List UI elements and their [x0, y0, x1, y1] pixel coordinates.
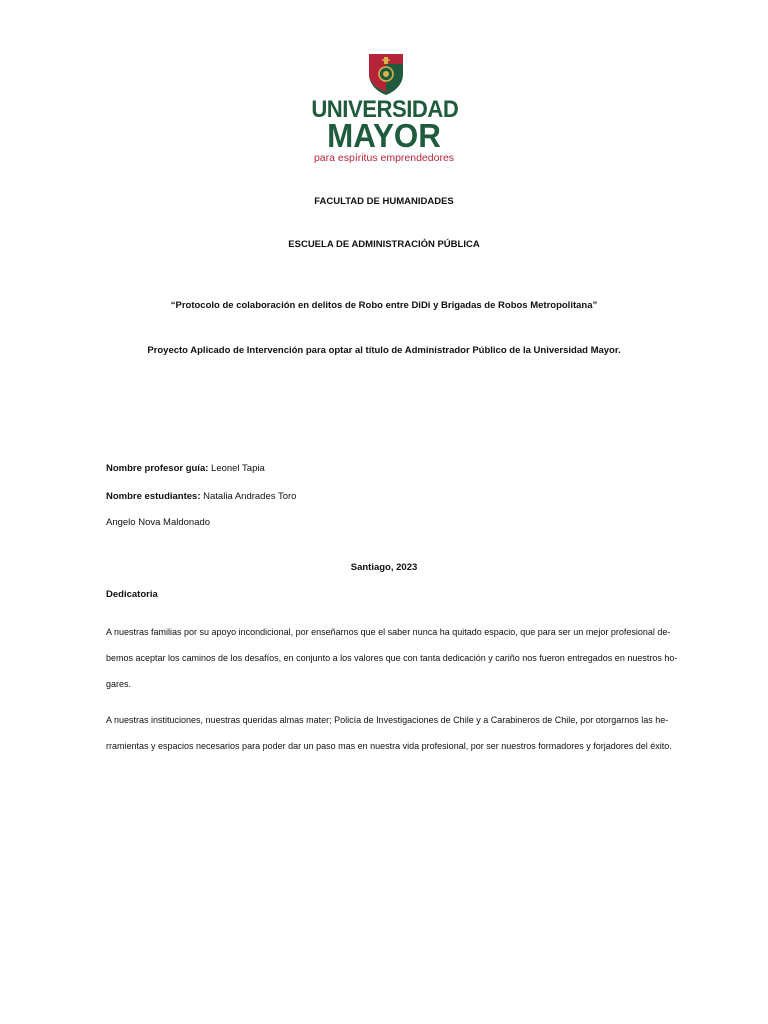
shield-emblem-icon: [368, 52, 404, 96]
students-label: Nombre estudiantes:: [106, 491, 201, 502]
advisor-name: Leonel Tapia: [208, 463, 265, 474]
dedication-paragraph-2-line: A nuestras instituciones, nuestras queridas almas mater; Policía de Investigaciones de Chile y a Carabineros de Chile, por otorgarnos las he-: [106, 715, 669, 725]
dedication-paragraph-1-line: A nuestras familias por su apoyo incondicional, por enseñarnos que el saber nunca ha quitado espacio, que para ser un mejor profesional de-: [106, 627, 671, 637]
logo-tagline: para espíritus emprendedores: [313, 152, 455, 164]
advisor-label: Nombre profesor guía:: [106, 463, 209, 474]
place-date: Santiago, 2023: [350, 562, 418, 573]
logo-wordmark-mayor: MAYOR: [327, 117, 441, 154]
faculty-heading: FACULTAD DE HUMANIDADES: [314, 196, 454, 207]
project-title: “Protocolo de colaboración en delitos de Robo entre DiDi y Brigadas de Robos Metropolitana”: [170, 300, 598, 311]
university-logo: [305, 48, 463, 170]
dedication-heading: Dedicatoria: [106, 589, 158, 600]
dedication-paragraph-1-line: bemos aceptar los caminos de los desafíos, en conjunto a los valores que con tanta dedicación y cariño nos fueron entregados en nuestros ho-: [106, 653, 678, 663]
school-heading: ESCUELA DE ADMINISTRACIÓN PÚBLICA: [288, 239, 480, 250]
student-name-1: Natalia Andrades Toro: [200, 491, 297, 502]
logo-wordmark-universidad: UNIVERSIDAD: [311, 96, 459, 123]
project-subtitle: Proyecto Aplicado de Intervención para optar al título de Administrador Público de la Universidad Mayor.: [147, 345, 621, 356]
students-line: [106, 491, 296, 503]
student-name-2: Angelo Nova Maldonado: [106, 517, 211, 528]
dedication-paragraph-1-line: gares.: [106, 679, 132, 689]
dedication-paragraph-2-line: rramientas y espacios necesarios para poder dar un paso mas en nuestra vida profesional, por ser nuestros formadores y forjadores del éxito.: [106, 741, 672, 751]
advisor-line: [106, 463, 265, 475]
